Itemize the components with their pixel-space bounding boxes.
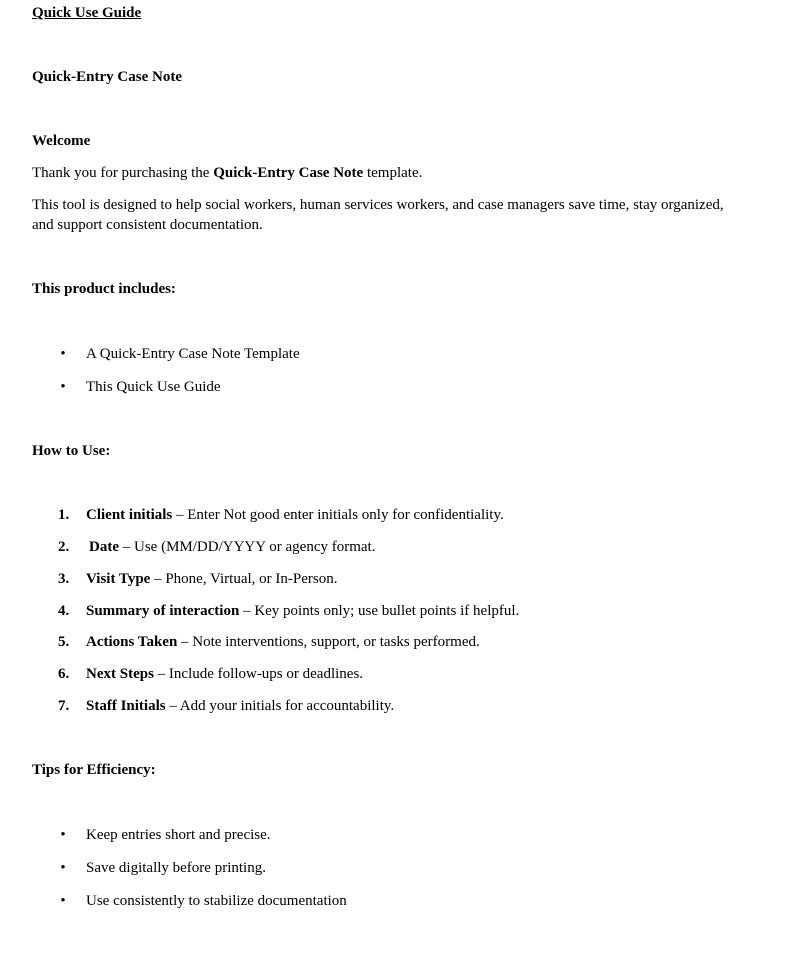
list-item: Save digitally before printing.	[86, 860, 266, 876]
step-term: Actions Taken	[86, 634, 178, 650]
thanks-paragraph	[32, 163, 422, 183]
step-term: Staff Initials	[86, 698, 166, 714]
list-item: A Quick-Entry Case Note Template	[86, 346, 300, 362]
step-item	[86, 664, 363, 684]
step-text: – Key points only; use bullet points if helpful.	[239, 603, 520, 619]
step-text: – Note interventions, support, or tasks performed.	[177, 634, 480, 650]
thanks-text-start: Thank you for purchasing the	[32, 165, 214, 181]
step-term: Summary of interaction	[86, 603, 240, 619]
step-text: – Include follow-ups or deadlines.	[153, 666, 364, 682]
list-item: Keep entries short and precise.	[86, 827, 271, 843]
step-text: – Use (MM/DD/YYYY or agency format.	[119, 539, 376, 555]
step-number: 5.	[58, 634, 70, 650]
step-number: 3.	[58, 571, 70, 587]
bullet-icon: •	[60, 827, 66, 843]
step-text: – Phone, Virtual, or In-Person.	[150, 571, 338, 587]
bullet-icon: •	[60, 346, 66, 362]
bullet-icon: •	[60, 379, 66, 395]
step-term: Visit Type	[86, 571, 151, 587]
step-item	[89, 537, 375, 557]
step-number: 4.	[58, 603, 70, 619]
step-item	[86, 632, 480, 652]
list-item: Use consistently to stabilize documentation	[86, 893, 347, 909]
step-number: 6.	[58, 666, 70, 682]
bullet-icon: •	[60, 860, 66, 876]
step-number: 7.	[58, 698, 70, 714]
step-item	[86, 569, 337, 589]
step-text: – Add your initials for accountability.	[165, 698, 395, 714]
bullet-icon: •	[60, 893, 66, 909]
thanks-product-name: Quick-Entry Case Note	[213, 165, 364, 181]
thanks-text-end: template.	[363, 165, 423, 181]
tips-heading: Tips for Efficiency:	[32, 762, 156, 778]
step-text: – Enter Not good enter initials only for confidentiality.	[172, 507, 504, 523]
product-title: Quick-Entry Case Note	[32, 69, 182, 85]
step-term: Client initials	[86, 507, 173, 523]
step-item	[86, 601, 519, 621]
guide-title: Quick Use Guide	[32, 5, 142, 21]
step-item	[86, 505, 504, 525]
description-paragraph: This tool is designed to help social workers, human services workers, and case managers save time, stay organized, and support consistent documentation.	[32, 197, 724, 233]
step-item	[86, 696, 394, 716]
welcome-heading: Welcome	[32, 133, 91, 149]
step-number: 2.	[58, 539, 70, 555]
step-term: Next Steps	[86, 666, 154, 682]
step-number: 1.	[58, 507, 70, 523]
step-term: Date	[89, 539, 119, 555]
includes-heading: This product includes:	[32, 281, 176, 297]
list-item: This Quick Use Guide	[86, 379, 221, 395]
how-to-use-heading: How to Use:	[32, 443, 111, 459]
